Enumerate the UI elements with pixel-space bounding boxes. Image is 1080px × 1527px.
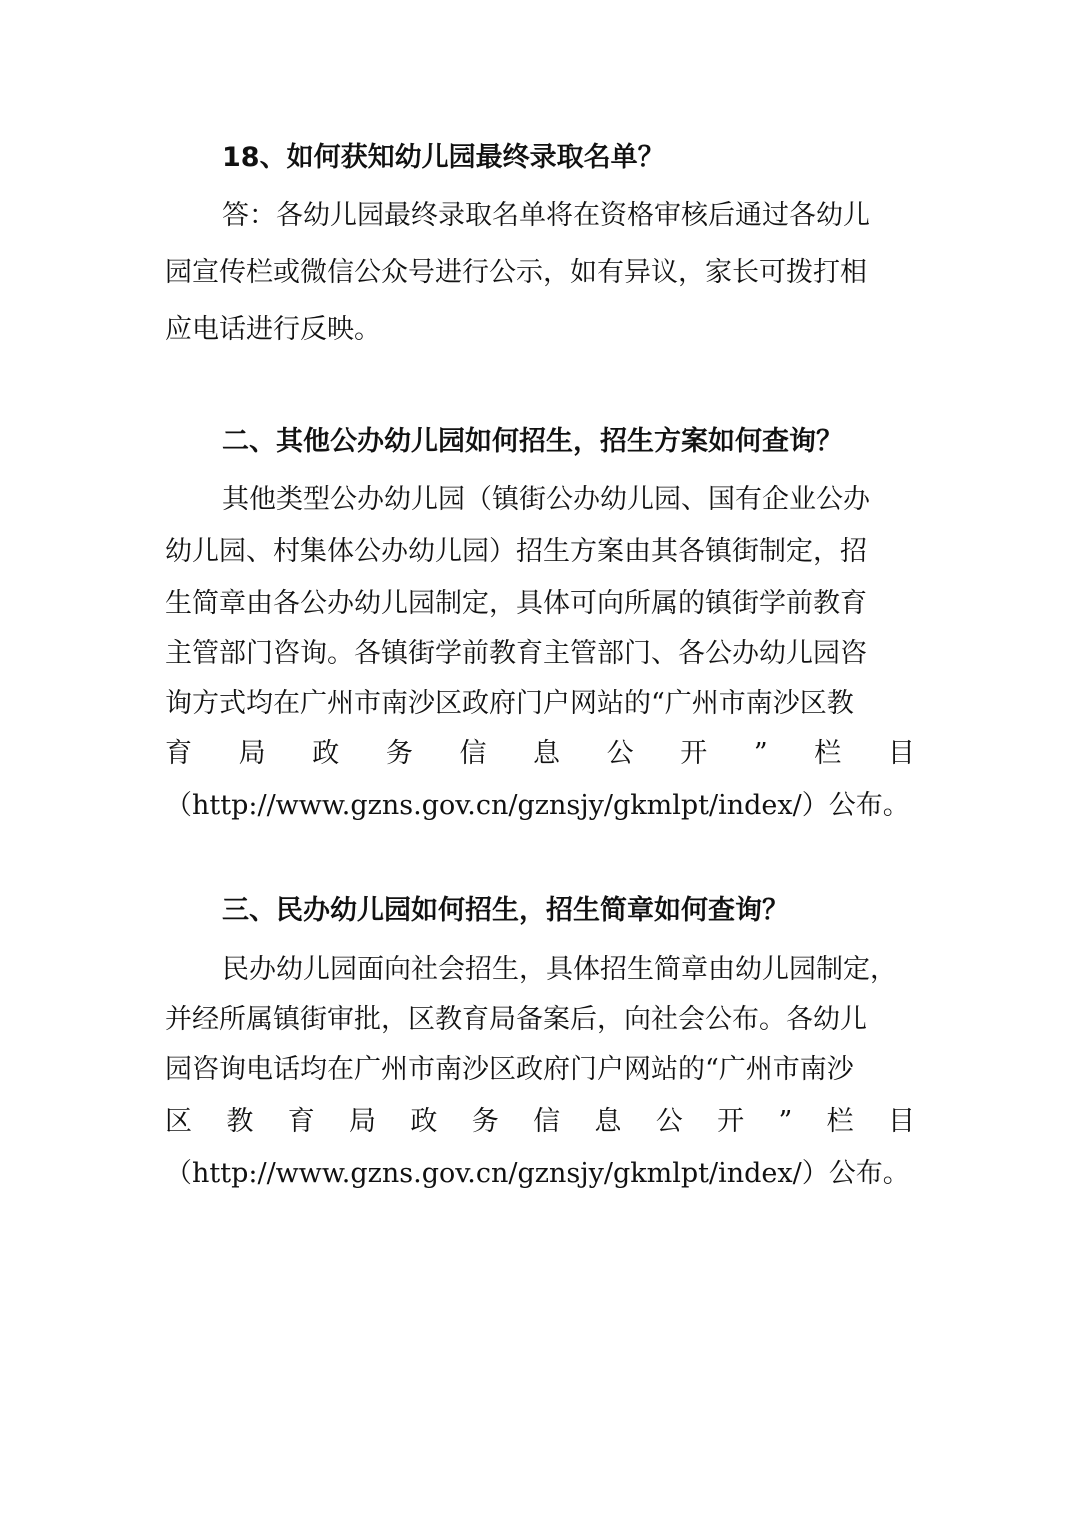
spread-char: 政 [312,738,340,769]
section2-line-5: 询方式均在广州市南沙区政府门户网站的“广州市南沙区教 [165,688,854,719]
spread-char: 开 [717,1106,745,1137]
spread-char: 目 [887,738,915,769]
spread-char: 政 [410,1106,438,1137]
spread-char: 栏 [826,1106,854,1137]
spread-char: 信 [459,738,487,769]
section2-line-3: 生简章由各公办幼儿园制定，具体可向所属的镇街学前教育 [165,588,867,619]
section2-url-line: （http://www.gzns.gov.cn/gznsjy/gkmlpt/index/）公布。 [165,790,910,821]
q18-line-3: 应电话进行反映。 [165,314,381,345]
spread-char: ” [778,1106,793,1137]
section2-heading: 二、其他公办幼儿园如何招生，招生方案如何查询？ [222,426,843,457]
section3-line-2: 并经所属镇街审批，区教育局备案后，向社会公布。各幼儿 [165,1004,867,1035]
spread-char: 信 [533,1106,561,1137]
spread-char: 公 [606,738,634,769]
q18-line-2: 园宣传栏或微信公众号进行公示，如有异议，家长可拨打相 [165,257,867,288]
spread-char: 区 [165,1106,192,1137]
section2-line-1: 其他类型公办幼儿园（镇街公办幼儿园、国有企业公办 [222,484,870,515]
spread-char: 开 [680,738,708,769]
section3-spread-line [165,1102,915,1142]
spread-char: 目 [887,1106,915,1137]
spread-char: 教 [226,1106,254,1137]
section3-line-3: 园咨询电话均在广州市南沙区政府门户网站的“广州市南沙 [165,1054,854,1085]
section3-url-line: （http://www.gzns.gov.cn/gznsjy/gkmlpt/index/）公布。 [165,1158,910,1189]
spread-char: 息 [533,738,561,769]
section2-line-2: 幼儿园、村集体公办幼儿园）招生方案由其各镇街制定，招 [165,536,867,567]
section2-spread-line [165,734,915,774]
spread-char: 务 [385,738,413,769]
q18-line-1: 答：各幼儿园最终录取名单将在资格审核后通过各幼儿 [222,200,870,231]
spread-char: 育 [165,738,192,769]
section2-line-4: 主管部门咨询。各镇街学前教育主管部门、各公办幼儿园咨 [165,638,867,669]
spread-char: 务 [471,1106,499,1137]
q18-heading: 18、如何获知幼儿园最终录取名单？ [222,142,665,173]
spread-char: 栏 [814,738,842,769]
spread-char: 育 [287,1106,315,1137]
spread-char: ” [753,738,768,769]
spread-char: 息 [594,1106,622,1137]
spread-char: 公 [655,1106,683,1137]
section3-heading: 三、民办幼儿园如何招生，招生简章如何查询？ [222,895,789,926]
section3-line-1: 民办幼儿园面向社会招生，具体招生简章由幼儿园制定， [222,954,897,985]
spread-char: 局 [349,1106,377,1137]
spread-char: 局 [238,738,266,769]
